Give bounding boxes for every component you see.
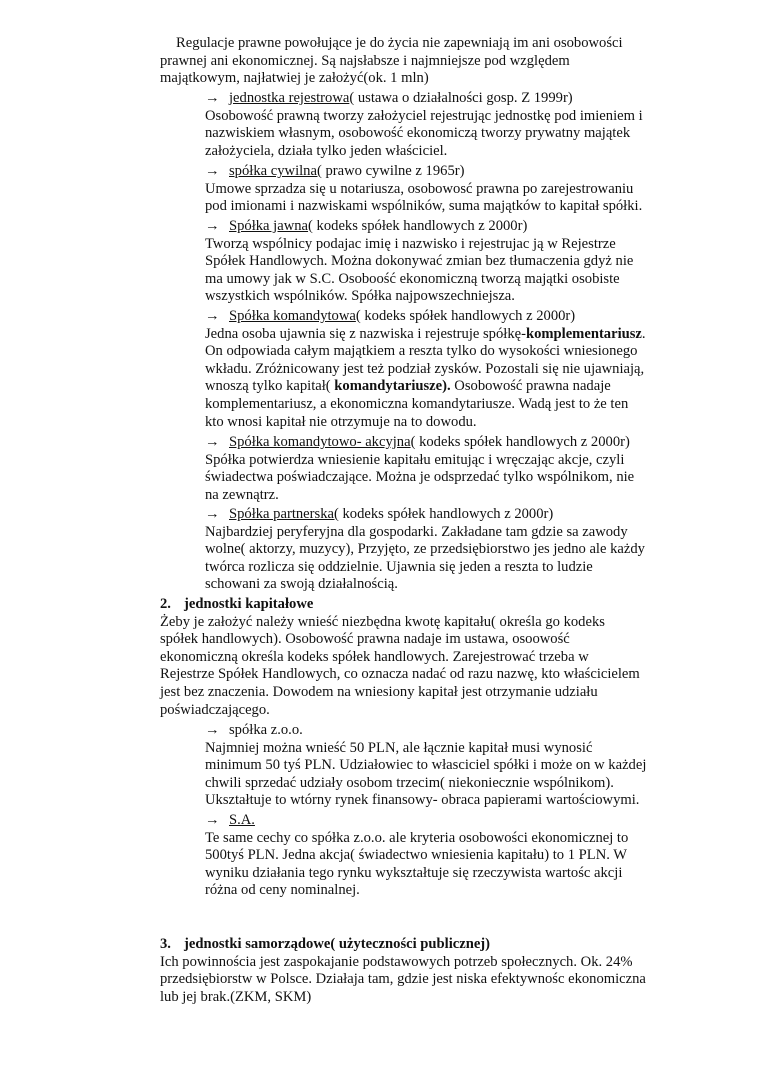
entry-jednostka-rejestrowa [205,90,675,160]
intro-line: majątkowym, najłatwiej je założyć(ok. 1 mln) [160,70,429,87]
intro-paragraph [160,35,675,88]
entry-title: Spółka komandytowo- akcyjna [229,434,411,450]
entry-line: On odpowiada całym majątkiem a reszta tylko do wysokości wniesionego [205,343,638,360]
section-jednostki-kapitalowe [160,596,675,719]
entry-spolka-jawna [205,218,675,306]
entry-line: pod imionami i nazwiskami wspólników, suma majątków to kapitał spółki. [205,198,643,215]
entry-line: Ukształtuje to wtórny rynek finansowy- obraca papierami wartościowymi. [205,792,640,809]
arrow-icon: → [205,722,220,738]
entry-suffix: kodeks spółek handlowych z 2000r) [338,506,554,522]
section-number: 3. [160,936,171,952]
entry-line: nazwiskiem własnym, osobowość ekonomiczą tworzy prywatny majątek [205,125,631,142]
entry-line: wyniku działania tego rynku wykształtuje się rzeczywista wartośc akcji [205,864,623,881]
entry-line: ma umowy jak w S.C. Osoboość ekonomiczną tworzą majątki osobiste [205,270,620,287]
entry-heading [205,434,675,452]
section-number: 2. [160,596,171,612]
entry-title: Spółka jawna [229,218,309,234]
arrow-icon: → [205,434,220,450]
entry-line: założyciela, działa tylko jeden właściciel. [205,142,448,159]
entry-line: kto wnosi kapitał nie otrzymuje na to dowodu. [205,413,477,430]
arrow-icon: → [205,308,220,324]
section-heading [160,596,675,614]
entry-title: spółka cywilna( [229,163,322,179]
entry-line: świadectwa poświadczające. Można je odsprzedać tylko wspólnikom, nie [205,469,635,486]
bold-term: komplementariusz [525,325,642,342]
entry-spolka-komandytowo-akcyjna [205,434,675,504]
entry-line [205,326,675,344]
arrow-icon: → [205,812,220,828]
section-heading [160,936,675,954]
section-line: lub jej brak.(ZKM, SKM) [160,988,312,1005]
section-title: jednostki samorządowe( użyteczności publicznej) [184,936,491,952]
entry-heading [205,812,675,830]
entry-title: S.A. [229,812,255,828]
entry-spolka-zoo [205,722,675,810]
entry-line: Te same cechy co spółka z.o.o. ale kryteria osobowości ekonomicznej to [205,829,629,846]
entry-title: Spółka komandytowa [229,308,356,324]
arrow-icon: → [205,506,220,522]
section-line: Żeby je założyć należy wnieść niezbędna kwotę kapitału( określa go kodeks [160,613,605,630]
entry-line: minimum 50 tyś PLN. Udziałowiec to własciciel spółki i może on w każdej [205,757,647,774]
intro-line: prawnej ani ekonomicznej. Są najsłabsze i najmniejsze pod względem [160,52,570,69]
arrow-icon: → [205,218,220,234]
entry-heading [205,218,675,236]
entry-line: Umowe sprzadza się u notariusza, osobowosć prawna po zarejestrowaniu [205,180,634,197]
entry-line: komplementariusz, a ekonomiczna komandytariusze. Wadą jest to że ten [205,395,629,412]
section-line: jest bez znaczenia. Dowodem na wniesiony kapitał jest otrzymanie udziału [160,683,598,700]
entry-heading [205,506,675,524]
section-line: ekonomiczną określa kodeks spółek handlowych. Zarejestrować trzeba w [160,648,589,665]
section-jednostki-samorzadowe [160,936,675,1006]
entry-title: spółka z.o.o. [229,722,303,738]
arrow-icon: → [205,90,220,106]
section-line: spółek handlowych). Osobowość prawna nadaje im ustawa, osoowość [160,631,570,648]
intro-line: Regulacje prawne powołujące je do życia nie zapewniają im ani osobowości [176,35,623,51]
entry-line: wolne( aktorzy, muzycy), Przyjęto, ze przedsiębiorstwo jes jedno ale każdy [205,541,645,558]
entry-spolka-cywilna [205,163,675,216]
entry-heading [205,308,675,326]
entry-line: twórca rozlicza się oddzielnie. Ujawnia się jeden a reszta to ludzie [205,558,593,575]
entry-spolka-komandytowa [205,308,675,431]
text-run: Osobowość prawna nadaje [450,378,611,395]
entry-line: Spółka potwierdza wniesienie kapitału emitując i wręczając akcje, czyli [205,451,625,468]
entry-title: jednostka rejestrowa [229,90,350,106]
entry-suffix: ( ustawa o działalności gosp. Z 1999r) [349,90,573,106]
text-run: . [641,325,646,342]
entry-suffix: ( kodeks spółek handlowych z 2000r) [355,308,576,324]
bold-term: komandytariusze). [334,378,451,395]
section-line: Rejestrze Spółek Handlowych, co oznacza nadać od razu nazwę, kto właścicielem [160,666,640,683]
section-line: Ich powinnościa jest zaspokajanie podstawowych potrzeb społecznych. Ok. 24% [160,953,633,970]
entry-line: Osobowość prawną tworzy założyciel rejestrując jednostkę pod imieniem i [205,107,643,124]
arrow-icon: → [205,163,220,179]
entry-line: Spółek Handlowych. Można dokonywać zmian bez tłumaczenia gdyż nie [205,253,634,270]
section-title: jednostki kapitałowe [184,596,314,612]
entry-heading [205,722,675,740]
entry-line: 500tyś PLN. Jedna akcja( świadectwo wniesienia kapitału) to 1 PLN. W [205,847,628,864]
text-run: Jedna osoba ujawnia się z nazwiska i rejestruje spółkę- [205,325,526,342]
entry-line: różna od ceny nominalnej. [205,882,360,899]
entry-heading [205,163,675,181]
entry-suffix: prawo cywilne z 1965r) [321,163,465,179]
entry-line: Najbardziej peryferyjna dla gospodarki. Zakładane tam gdzie sa zawody [205,523,628,540]
text-run: wnoszą tylko kapitał( [205,378,335,395]
section-line: przedsiębiorstw w Polsce. Działaja tam, gdzie jest niska efektywnośc ekonomiczna [160,971,646,988]
section-line: poświadczającego. [160,701,270,718]
entry-line [205,378,675,396]
entry-line: Najmniej można wnieść 50 PLN, ale łącznie kapitał musi wynosić [205,739,593,756]
entry-spolka-partnerska [205,506,675,594]
entry-line: chwili sprzedać udziały osobom trzecim( niekoniecznie wspólnikom). [205,774,614,791]
entry-line: schowani za swoją działalnością. [205,576,398,593]
entry-heading [205,90,675,108]
entry-line: Tworzą wspólnicy podajac imię i nazwisko i rejestrujac ją w Rejestrze [205,235,616,252]
entry-line: wkładu. Zróżnicowany jest też podział zysków. Pozostali się nie ujawniają, [205,360,645,377]
entry-sa [205,812,675,900]
entry-line: wszystkich wspólników. Spółka najpowszechniejsza. [205,288,515,305]
entry-suffix: ( kodeks spółek handlowych z 2000r) [410,434,630,450]
entry-title: Spółka partnerska( [229,506,339,522]
entry-suffix: ( kodeks spółek handlowych z 2000r) [308,218,528,234]
entry-line: na zewnątrz. [205,486,279,503]
